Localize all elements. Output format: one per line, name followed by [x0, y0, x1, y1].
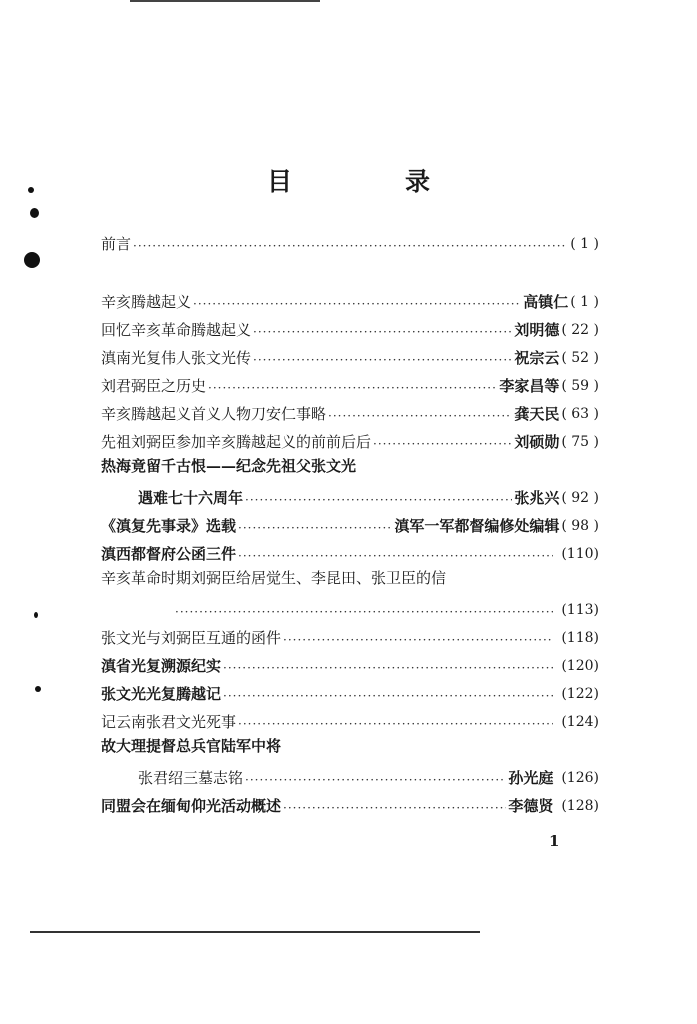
- entry-page: (126): [561, 770, 599, 786]
- top-rule: [130, 0, 320, 2]
- toc-entry: [101, 344, 599, 368]
- entry-title: 刘君弼臣之历史: [101, 377, 207, 395]
- dot-leader: [223, 660, 553, 676]
- entry-title: 辛亥腾越起义: [101, 293, 192, 311]
- entry-title: 滇省光复溯源纪实: [101, 657, 222, 675]
- toc-entry: [101, 540, 599, 564]
- entry-author: 张兆兴: [514, 489, 560, 507]
- entry-page: (110): [561, 546, 599, 562]
- entry-author: 李家昌等: [499, 377, 560, 395]
- toc-entry: [101, 680, 599, 704]
- toc-entry: [101, 428, 599, 452]
- entry-title: 张君绍三墓志铭: [138, 769, 244, 787]
- entry-title: 滇南光复伟人张文光传: [101, 349, 252, 367]
- toc-entry: [101, 400, 599, 424]
- entry-page: ( 52 ): [561, 350, 599, 366]
- entry-page: (122): [561, 686, 599, 702]
- entry-page: (118): [561, 630, 599, 646]
- dot-leader: [253, 352, 512, 368]
- entry-title: 回忆辛亥革命腾越起义: [101, 321, 252, 339]
- entry-title: 辛亥革命时期刘弼臣给居觉生、李昆田、张卫臣的信: [101, 569, 447, 587]
- entry-page: (120): [561, 658, 599, 674]
- entry-page: (124): [561, 714, 599, 730]
- dot-leader: [328, 408, 512, 424]
- entry-author: 孙光庭: [508, 769, 554, 787]
- toc-entry: [101, 596, 599, 620]
- entry-title: 滇西都督府公函三件: [101, 545, 237, 563]
- toc-entry: [101, 764, 599, 788]
- dot-leader: [238, 716, 553, 732]
- dot-leader: [208, 380, 497, 396]
- entry-author: 李德贤: [508, 797, 554, 815]
- ink-smudge: [30, 208, 39, 218]
- toc-entry: [101, 512, 599, 536]
- toc-entry: [101, 484, 599, 508]
- entry-author: 滇军一军都督编修处编辑: [394, 517, 560, 535]
- toc-entry: [101, 372, 599, 396]
- entry-page: ( 1 ): [570, 236, 599, 252]
- entry-author: 龚天民: [514, 405, 560, 423]
- entry-page: ( 59 ): [561, 378, 599, 394]
- dot-leader: [238, 520, 392, 536]
- ink-smudge: [35, 686, 41, 692]
- toc-entry: [101, 624, 599, 648]
- entry-page: ( 75 ): [561, 434, 599, 450]
- entry-page: ( 22 ): [561, 322, 599, 338]
- toc-entry: [101, 288, 599, 312]
- dot-leader: [133, 238, 566, 254]
- dot-leader: [223, 688, 553, 704]
- dot-leader: [373, 436, 512, 452]
- toc-entry: [101, 652, 599, 676]
- entry-title: 前言: [101, 235, 132, 253]
- entry-title: 张文光与刘弼臣互通的函件: [101, 629, 282, 647]
- toc-entry: [101, 230, 599, 254]
- dot-leader: [193, 296, 521, 312]
- entry-title: 张文光光复腾越记: [101, 685, 222, 703]
- dot-leader: [175, 604, 553, 620]
- entry-title: 遇难七十六周年: [138, 489, 244, 507]
- bottom-rule: [30, 931, 480, 933]
- entry-title: 热海竟留千古恨——纪念先祖父张文光: [101, 457, 357, 475]
- entry-page: ( 1 ): [570, 294, 599, 310]
- entry-title: 先祖刘弼臣参加辛亥腾越起义的前前后后: [101, 433, 372, 451]
- entry-title: 同盟会在缅甸仰光活动概述: [101, 797, 282, 815]
- entry-page: ( 98 ): [561, 518, 599, 534]
- toc-entry: [101, 316, 599, 340]
- dot-leader: [253, 324, 512, 340]
- dot-leader: [283, 800, 506, 816]
- dot-leader: [238, 548, 553, 564]
- toc-entry: [101, 708, 599, 732]
- page-title: 目 录: [266, 167, 474, 196]
- dot-leader: [283, 632, 553, 648]
- entry-author: 刘硕勋: [514, 433, 560, 451]
- entry-author: 高镇仁: [523, 293, 569, 311]
- entry-title: 《滇复先事录》选载: [101, 517, 237, 535]
- entry-title: 故大理提督总兵官陆军中将: [101, 737, 282, 755]
- entry-page: (113): [561, 602, 599, 618]
- entry-page: ( 92 ): [561, 490, 599, 506]
- entry-author: 刘明德: [514, 321, 560, 339]
- entry-page: (128): [561, 798, 599, 814]
- ink-smudge: [24, 252, 40, 268]
- ink-smudge: [34, 612, 38, 618]
- entry-title: 辛亥腾越起义首义人物刀安仁事略: [101, 405, 327, 423]
- page-number: 1: [549, 832, 560, 850]
- dot-leader: [245, 772, 506, 788]
- entry-title: 记云南张君文光死事: [101, 713, 237, 731]
- entry-author: 祝宗云: [514, 349, 560, 367]
- entry-page: ( 63 ): [561, 406, 599, 422]
- toc-entry: [101, 792, 599, 816]
- dot-leader: [245, 492, 512, 508]
